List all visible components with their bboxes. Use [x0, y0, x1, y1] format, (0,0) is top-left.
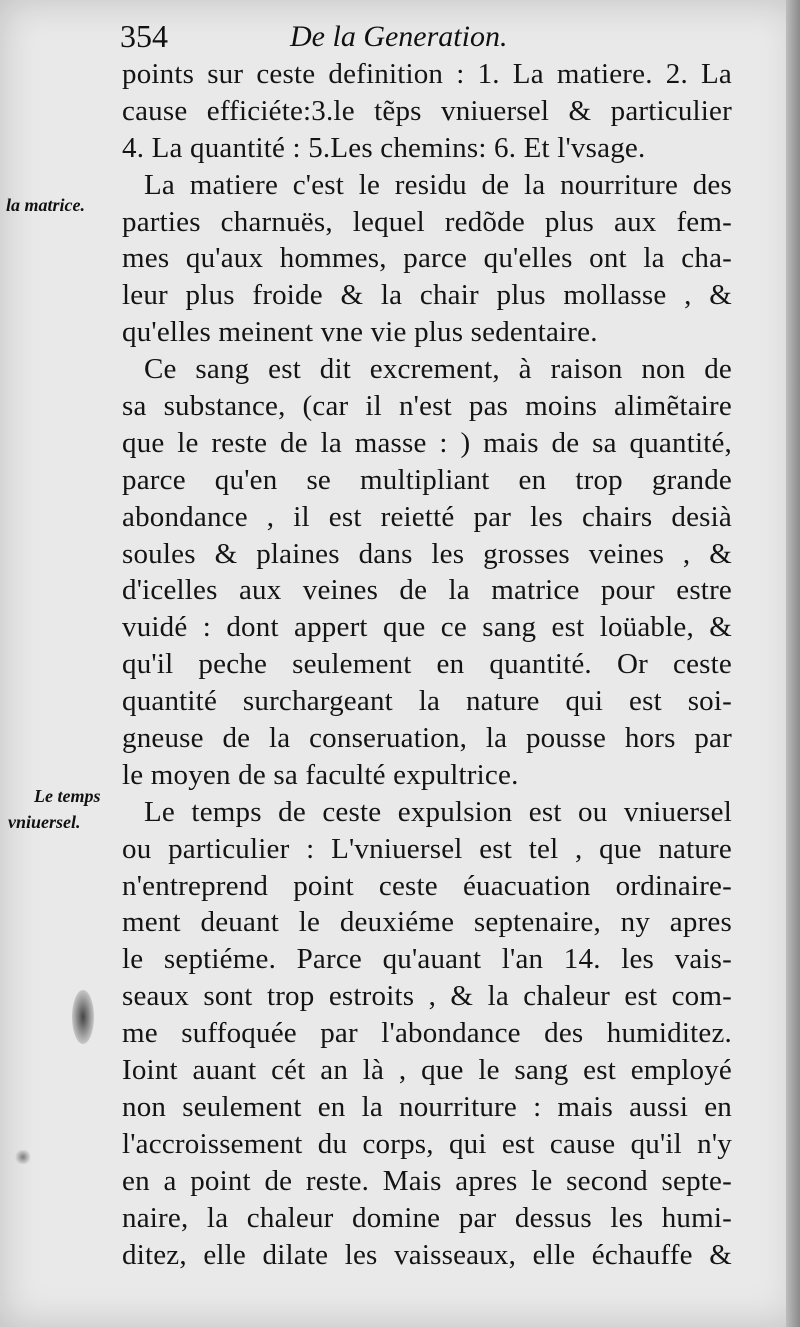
margin-note-temps-line1: Le temps [34, 786, 101, 806]
text-line: naire, la chaleur domine par dessus les humi- [122, 1201, 732, 1234]
text-line: qu'elles meinent vne vie plus sedentaire. [122, 316, 598, 349]
text-line: vuidé : dont appert que ce sang est loüable, & [122, 611, 732, 644]
text-line: non seulement en la nourriture : mais aussi en [122, 1090, 732, 1123]
text-line: que le reste de la masse : ) mais de sa quantité, [122, 426, 732, 459]
text-line: parce qu'en se multipliant en trop grande [122, 463, 732, 496]
text-line: ment deuant le deuxiéme septenaire, ny apres [122, 906, 732, 939]
text-line: me suffoquée par l'abondance des humiditez. [122, 1017, 732, 1050]
text-line: Ce sang est dit excrement, à raison non de [144, 353, 732, 386]
text-line: l'accroissement du corps, qui est cause qu'il n'y [122, 1127, 732, 1160]
text-line: sa substance, (car il n'est pas moins alimẽtaire [122, 390, 732, 423]
text-line: gneuse de la conseruation, la pousse hors par [122, 722, 732, 755]
text-line: Ioint auant cét an là , que le sang est employé [122, 1054, 732, 1087]
ink-stain [72, 990, 94, 1044]
text-line: qu'il peche seulement en quantité. Or ceste [122, 648, 732, 681]
text-line: points sur ceste definition : 1. La matiere. 2. La [122, 58, 732, 90]
running-title: De la Generation. [290, 20, 508, 53]
text-line: soules & plaines dans les grosses veines , & [122, 537, 732, 570]
text-line: Le temps de ceste expulsion est ou vniuersel [144, 795, 732, 828]
text-line: 4. La quantité : 5.Les chemins: 6. Et l'vsage. [122, 131, 646, 164]
text-line: quantité surchargeant la nature qui est soi- [122, 685, 732, 718]
text-line: abondance , il est reietté par les chairs desià [122, 500, 732, 533]
text-line: cause efficiéte:3.le tẽps vniuersel & particulier [122, 94, 732, 127]
text-line: mes qu'aux hommes, parce qu'elles ont la cha- [122, 242, 732, 275]
text-line: ou particulier : L'vniuersel est tel , que nature [122, 832, 732, 865]
text-line: le moyen de sa faculté expultrice. [122, 758, 519, 791]
text-line: d'icelles aux veines de la matrice pour estre [122, 574, 732, 607]
page-edge-shadow [786, 0, 800, 1327]
text-line: parties charnuës, lequel redõde plus aux fem- [122, 205, 732, 238]
text-line: seaux sont trop estroits , & la chaleur est com- [122, 980, 732, 1013]
paper-speck [14, 1150, 32, 1164]
text-line: La matiere c'est le residu de la nourriture des [144, 168, 732, 201]
page-number: 354 [120, 18, 168, 54]
margin-note-matrice: la matrice. [6, 195, 85, 215]
text-line: ditez, elle dilate les vaisseaux, elle échauffe & [122, 1238, 732, 1271]
text-line: leur plus froide & la chair plus mollasse , & [122, 279, 732, 312]
text-line: le septiéme. Parce qu'auant l'an 14. les vais- [122, 943, 732, 976]
margin-note-temps-line2: vniuersel. [8, 812, 81, 832]
page-header [120, 14, 720, 54]
text-line: en a point de reste. Mais apres le second septe- [122, 1164, 732, 1197]
body-text [122, 56, 732, 1273]
text-line: n'entreprend point ceste éuacuation ordinaire- [122, 869, 732, 902]
